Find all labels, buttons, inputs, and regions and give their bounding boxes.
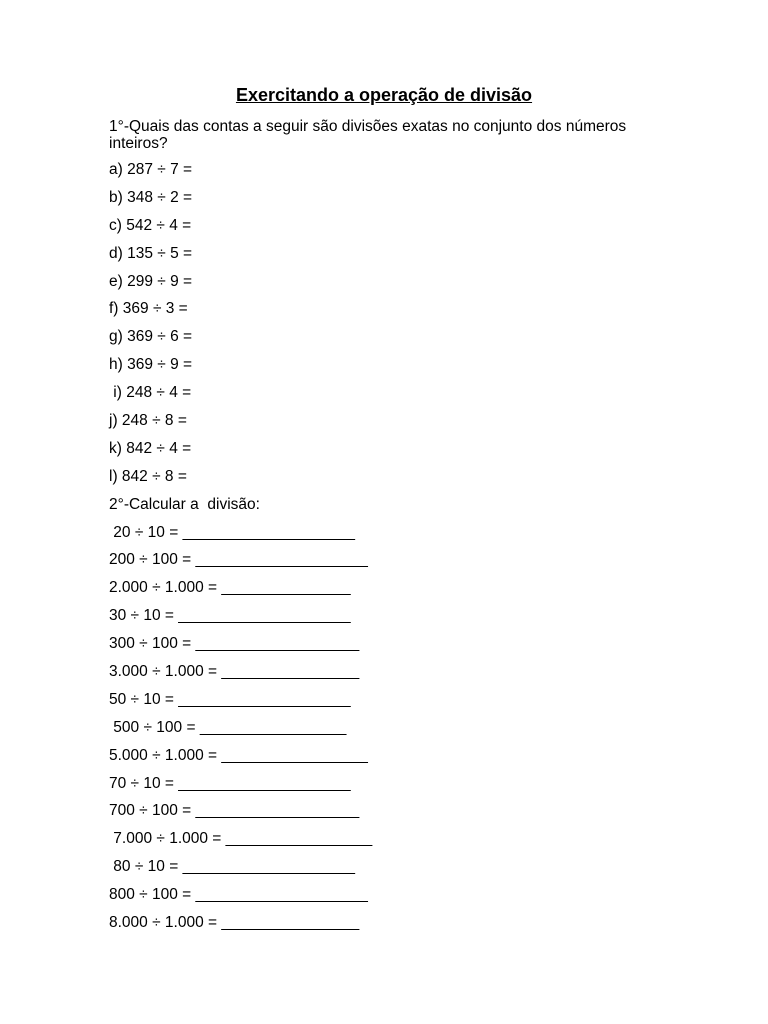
question-2-item-4: 30 ÷ 10 = ____________________ [109, 607, 351, 625]
question-1-item-f: f) 369 ÷ 3 = [109, 300, 188, 318]
worksheet-body [109, 118, 659, 937]
question-1-item-a: a) 287 ÷ 7 = [109, 161, 193, 178]
question-2-item-13: 80 ÷ 10 = ____________________ [109, 858, 355, 876]
question-1-item-g: g) 369 ÷ 6 = [109, 328, 193, 346]
question-2-item-12: 7.000 ÷ 1.000 = _________________ [109, 830, 373, 848]
question-2-item-9: 5.000 ÷ 1.000 = _________________ [109, 746, 368, 764]
question-2-item-1: 20 ÷ 10 = ____________________ [109, 523, 355, 541]
question-2-item-8: 500 ÷ 100 = _________________ [109, 718, 347, 736]
question-2-item-14: 800 ÷ 100 = ____________________ [109, 886, 368, 904]
question-1-item-k: k) 842 ÷ 4 = [109, 439, 192, 457]
question-1-prompt: 1°-Quais das contas a seguir são divisões exatas no conjunto dos números inteiros? [109, 117, 627, 152]
question-2-item-6: 3.000 ÷ 1.000 = ________________ [109, 663, 360, 681]
question-1-item-e: e) 299 ÷ 9 = [109, 272, 193, 290]
question-1-item-b: b) 348 ÷ 2 = [109, 188, 193, 206]
question-2-item-10: 70 ÷ 10 = ____________________ [109, 774, 351, 792]
question-1-item-c: c) 542 ÷ 4 = [109, 216, 192, 234]
question-2-item-7: 50 ÷ 10 = ____________________ [109, 690, 351, 708]
question-2-prompt: 2°-Calcular a divisão: [109, 495, 260, 513]
question-1-item-j: j) 248 ÷ 8 = [109, 412, 187, 430]
question-1-item-d: d) 135 ÷ 5 = [109, 244, 193, 262]
page-title: Exercitando a operação de divisão [235, 85, 533, 105]
question-2-item-5: 300 ÷ 100 = ___________________ [109, 635, 360, 653]
question-1-item-l: l) 842 ÷ 8 = [109, 467, 187, 485]
question-2-item-11: 700 ÷ 100 = ___________________ [109, 802, 360, 820]
question-1-item-i: i) 248 ÷ 4 = [109, 384, 192, 402]
question-2-item-3: 2.000 ÷ 1.000 = _______________ [109, 579, 351, 597]
question-2-item-2: 200 ÷ 100 = ____________________ [109, 551, 368, 569]
question-2-item-15: 8.000 ÷ 1.000 = ________________ [109, 914, 360, 932]
question-1-item-h: h) 369 ÷ 9 = [109, 356, 193, 374]
